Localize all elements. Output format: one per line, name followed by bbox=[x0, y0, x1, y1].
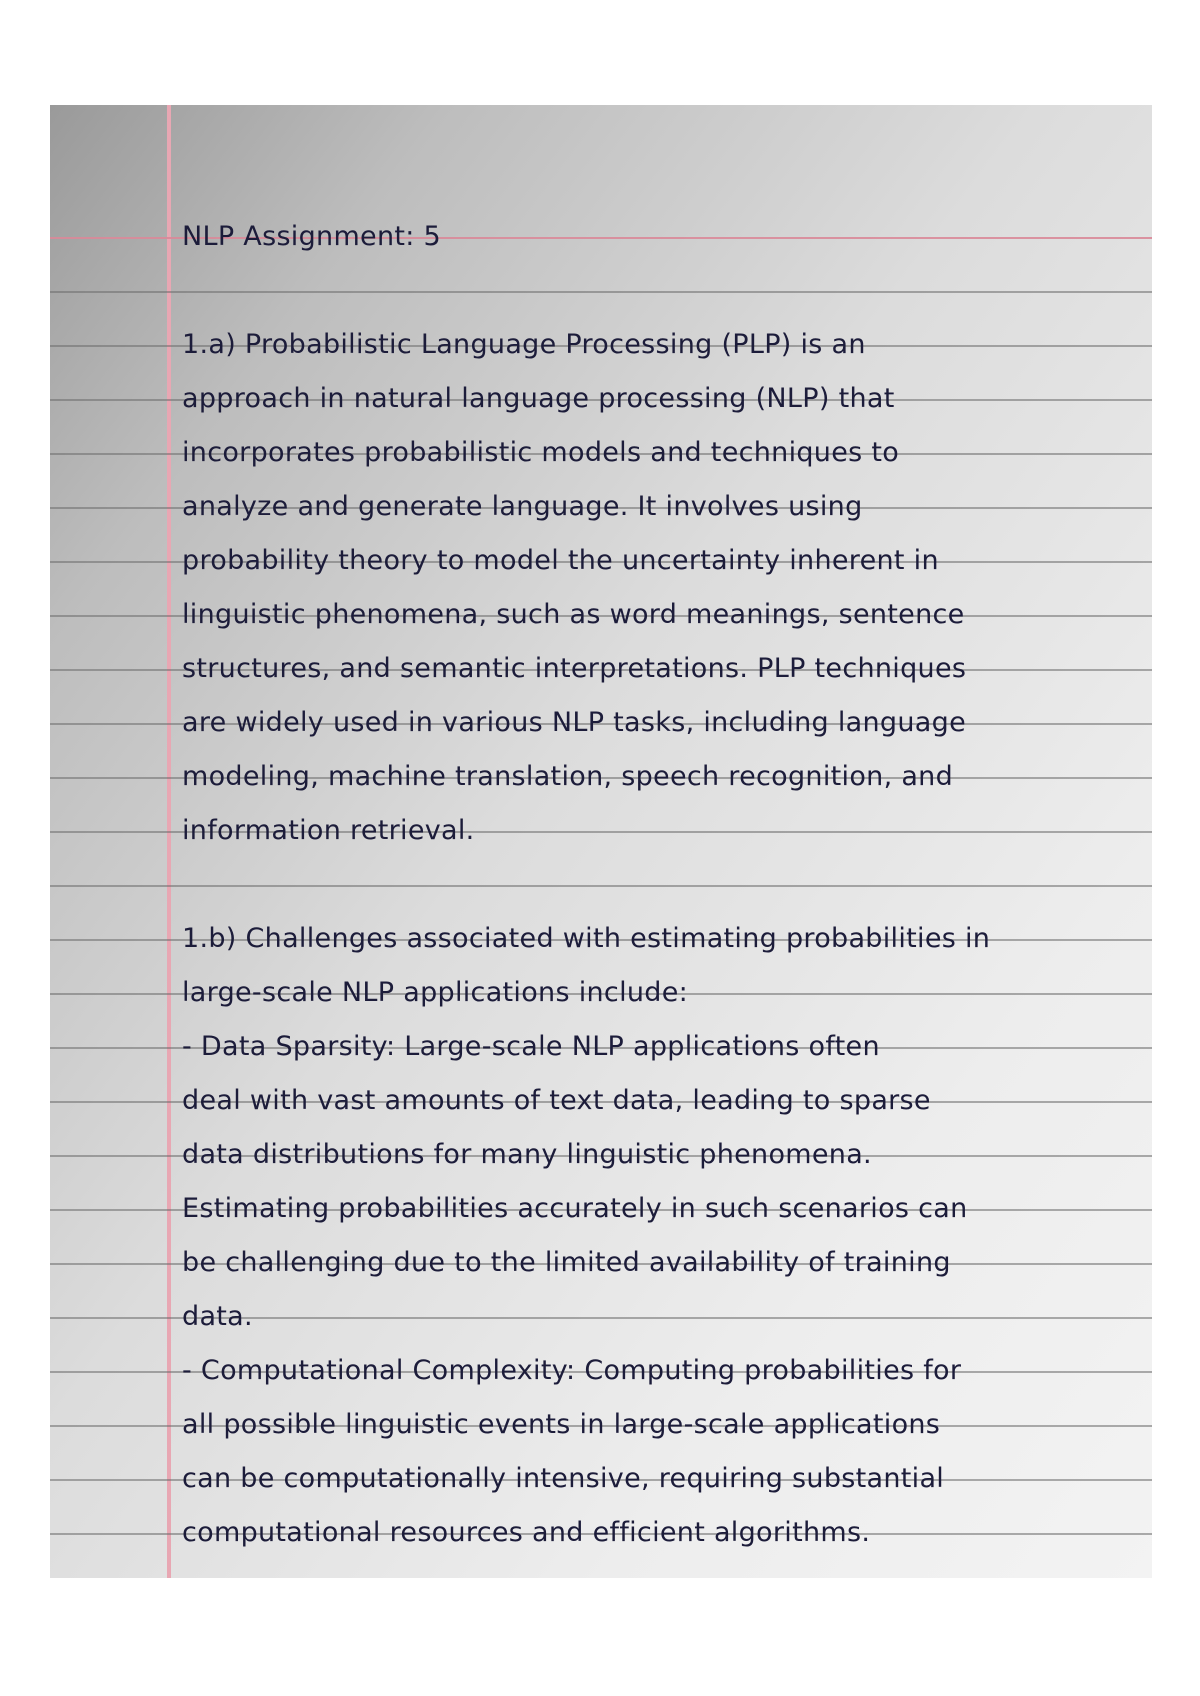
text-line: data distributions for many linguistic phenomena. bbox=[182, 1139, 872, 1170]
text-line: large-scale NLP applications include: bbox=[182, 977, 689, 1008]
text-line: 1.a) Probabilistic Language Processing (PLP) is an bbox=[182, 329, 866, 360]
notebook-page bbox=[50, 105, 1152, 1578]
text-line: are widely used in various NLP tasks, including language bbox=[182, 707, 966, 738]
text-line: can be computationally intensive, requiring substantial bbox=[182, 1463, 945, 1494]
text-line: modeling, machine translation, speech recognition, and bbox=[182, 761, 954, 792]
text-line: incorporates probabilistic models and techniques to bbox=[182, 437, 900, 468]
text-line: deal with vast amounts of text data, leading to sparse bbox=[182, 1085, 931, 1116]
text-line: structures, and semantic interpretations. PLP techniques bbox=[182, 653, 967, 684]
ruled-line bbox=[50, 885, 1152, 887]
ruled-line bbox=[50, 291, 1152, 293]
text-line: be challenging due to the limited availability of training bbox=[182, 1247, 951, 1278]
text-line: - Computational Complexity: Computing probabilities for bbox=[182, 1355, 962, 1386]
text-line: 1.b) Challenges associated with estimating probabilities in bbox=[182, 923, 991, 954]
text-line: approach in natural language processing (NLP) that bbox=[182, 383, 895, 414]
margin-line bbox=[167, 105, 171, 1578]
text-line: - Data Sparsity: Large-scale NLP applications often bbox=[182, 1031, 880, 1062]
text-line: all possible linguistic events in large-scale applications bbox=[182, 1409, 941, 1440]
text-line: linguistic phenomena, such as word meanings, sentence bbox=[182, 599, 965, 630]
page-title: NLP Assignment: 5 bbox=[182, 221, 442, 252]
text-line: computational resources and efficient algorithms. bbox=[182, 1517, 871, 1548]
text-line: Estimating probabilities accurately in such scenarios can bbox=[182, 1193, 968, 1224]
text-line: analyze and generate language. It involves using bbox=[182, 491, 863, 522]
text-line: data. bbox=[182, 1301, 253, 1332]
text-line: probability theory to model the uncertainty inherent in bbox=[182, 545, 939, 576]
text-line: information retrieval. bbox=[182, 815, 475, 846]
